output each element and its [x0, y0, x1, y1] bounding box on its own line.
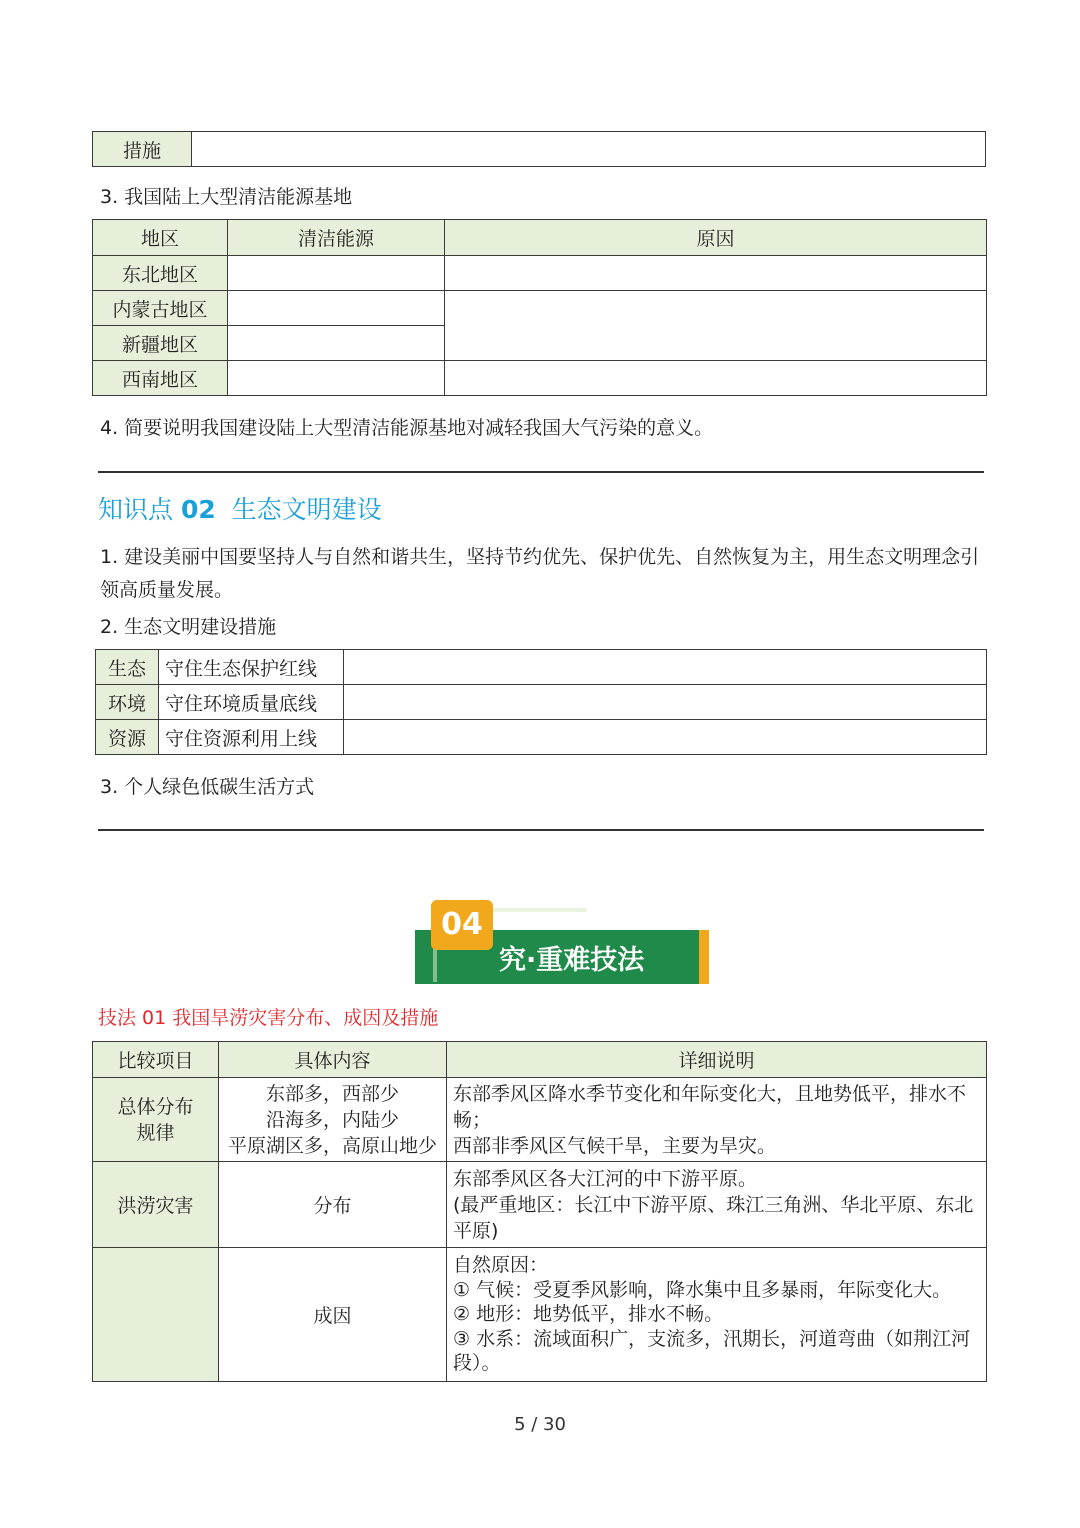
section-banner [413, 900, 709, 986]
detail-line: 自然原因： [453, 1254, 549, 1277]
region-cell: 新疆地区 [93, 326, 228, 361]
banner-title: 究·重难技法 [499, 945, 645, 976]
reason-cell [445, 256, 987, 291]
comparison-table [92, 1041, 987, 1382]
answer-line [98, 829, 984, 831]
energy-cell [228, 361, 445, 396]
eco-answer-cell [344, 685, 987, 720]
section3-heading: 3. 我国陆上大型清洁能源基地 [100, 186, 353, 208]
measures-table [92, 131, 986, 167]
energy-cell [228, 326, 445, 361]
banner-number: 04 [431, 900, 493, 950]
item-cell [93, 1078, 219, 1162]
detail-line: 东部季风区降水季节变化和年际变化大，且地势低平，排水不畅； [453, 1082, 967, 1131]
col-header-reason: 原因 [445, 220, 987, 256]
energy-cell [228, 256, 445, 291]
col-header-region: 地区 [93, 220, 228, 256]
eco-paragraph-3: 3. 个人绿色低碳生活方式 [100, 776, 315, 798]
energy-cell [228, 291, 445, 326]
section4-heading: 4. 简要说明我国建设陆上大型清洁能源基地对减轻我国大气污染的意义。 [100, 417, 714, 439]
banner-accent [699, 930, 709, 984]
detail-line: ① 气候：受夏季风影响，降水集中且多暴雨，年际变化大。 [453, 1278, 952, 1301]
detail-line: 东部季风区各大江河的中下游平原。 [453, 1167, 758, 1190]
content-cell: 成因 [219, 1248, 447, 1382]
col-header-item: 比较项目 [93, 1042, 219, 1078]
content-line: 沿海多，内陆少 [265, 1108, 399, 1131]
detail-line: (最严重地区：长江中下游平原、珠江三角洲、华北平原、东北 [453, 1193, 974, 1216]
detail-line: ③ 水系：流域面积广，支流多，汛期长，河道弯曲（如荆江河 [453, 1327, 971, 1350]
eco-answer-cell [344, 650, 987, 685]
measures-label: 措施 [93, 132, 192, 167]
detail-line: 西部非季风区气候干旱，主要为旱灾。 [453, 1134, 777, 1157]
eco-answer-cell [344, 720, 987, 755]
detail-line: 平原) [453, 1219, 499, 1242]
detail-line: ② 地形：地势低平，排水不畅。 [453, 1303, 724, 1326]
knowledge-point-title [98, 490, 382, 526]
eco-paragraph-1: 1. 建设美丽中国要坚持人与自然和谐共生，坚持节约优先、保护优先、自然恢复为主，用生态文明理念引领高质量发展。 [100, 546, 980, 601]
page-number: 5 / 30 [514, 1414, 566, 1435]
content-line: 平原湖区多，高原山地少 [227, 1134, 437, 1157]
answer-line [98, 471, 984, 473]
detail-cell [447, 1162, 987, 1248]
reason-cell [445, 361, 987, 396]
kp-prefix: 知识点 [98, 495, 181, 524]
eco-key-cell: 生态 [96, 650, 159, 685]
eco-value-cell: 守住资源利用上线 [159, 720, 344, 755]
kp-number: 02 [180, 495, 216, 524]
eco-paragraph-2: 2. 生态文明建设措施 [100, 616, 277, 638]
detail-cell [447, 1078, 987, 1162]
region-cell: 内蒙古地区 [93, 291, 228, 326]
measures-answer-cell [192, 132, 986, 167]
reason-cell-merged [445, 291, 987, 361]
item-text: 总体分布规律 [117, 1095, 194, 1144]
eco-value-cell: 守住环境质量底线 [159, 685, 344, 720]
content-line: 东部多，西部少 [265, 1082, 399, 1105]
eco-key-cell: 环境 [96, 685, 159, 720]
eco-measures-table [95, 649, 987, 755]
content-cell [219, 1078, 447, 1162]
kp-name: 生态文明建设 [215, 495, 382, 524]
item-cell: 洪涝灾害 [93, 1162, 219, 1248]
detail-line: 段）。 [453, 1352, 501, 1375]
detail-cell [447, 1248, 987, 1382]
col-header-energy: 清洁能源 [228, 220, 445, 256]
eco-key-cell: 资源 [96, 720, 159, 755]
region-cell: 东北地区 [93, 256, 228, 291]
content-cell: 分布 [219, 1162, 447, 1248]
col-header-content: 具体内容 [219, 1042, 447, 1078]
item-cell [93, 1248, 219, 1382]
region-cell: 西南地区 [93, 361, 228, 396]
clean-energy-table [92, 219, 987, 396]
col-header-detail: 详细说明 [447, 1042, 987, 1078]
technique-title: 技法 01 我国旱涝灾害分布、成因及措施 [98, 1007, 439, 1029]
eco-value-cell: 守住生态保护红线 [159, 650, 344, 685]
